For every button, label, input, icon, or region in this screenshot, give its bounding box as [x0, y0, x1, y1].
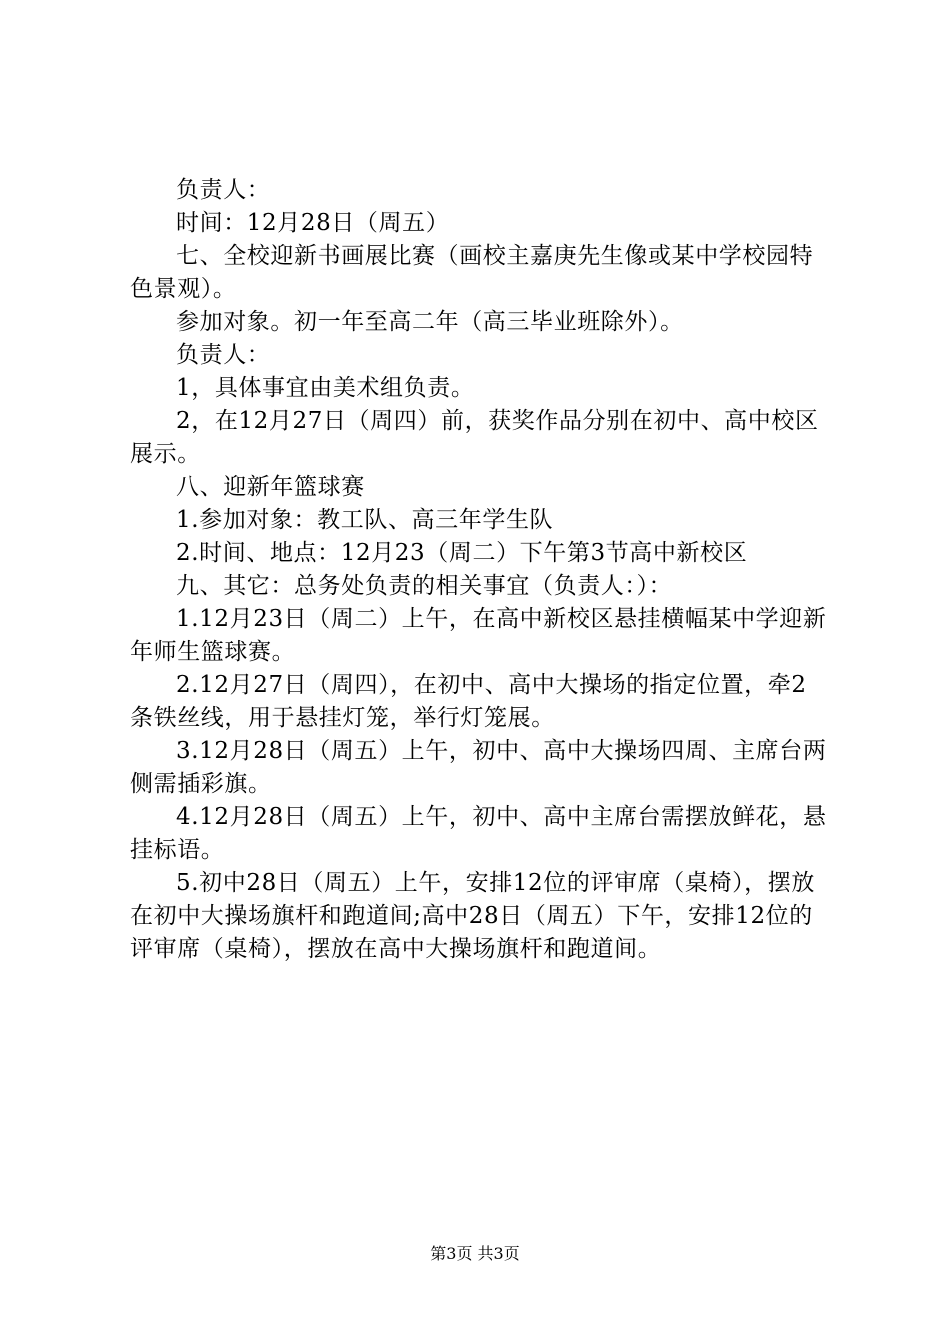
page-number-footer: 第3页 共3页: [430, 1244, 520, 1263]
paragraph-participants: 参加对象。初一年至高二年（高三毕业班除外）。: [176, 309, 684, 335]
paragraph-item-1: 1，具体事宜由美术组负责。: [176, 375, 475, 401]
paragraph-responsible-1: 负责人：: [176, 177, 271, 203]
paragraph-responsible-2: 负责人：: [176, 342, 271, 368]
paragraph-basketball-time-place: 2.时间、地点：12月23（周二）下午第3节高中新校区: [176, 540, 748, 566]
paragraph-task-5: 5.初中28日（周五）上午，安排12位的评审席（桌椅），摆放在初中大操场旗杆和跑道间;高中28日（周五）下午，安排12位的评审席（桌椅），摆放在高中大操场旗杆和跑道间。: [130, 870, 815, 962]
paragraph-task-1: 1.12月23日（周二）上午，在高中新校区悬挂横幅某中学迎新年师生篮球赛。: [130, 606, 827, 665]
paragraph-section-8: 八、迎新年篮球赛: [176, 474, 365, 500]
paragraph-basketball-participants: 1.参加对象：教工队、高三年学生队: [176, 507, 554, 533]
paragraph-task-2: 2.12月27日（周四），在初中、高中大操场的指定位置，牵2条铁丝线，用于悬挂灯笼，举行灯笼展。: [130, 672, 807, 731]
paragraph-section-9: 九、其它：总务处负责的相关事宜（负责人：）：: [176, 573, 673, 599]
paragraph-time: 时间：12月28日（周五）: [176, 210, 450, 236]
paragraph-section-7: 七、全校迎新书画展比赛（画校主嘉庚先生像或某中学校园特色景观）。: [130, 243, 814, 302]
document-body: [130, 174, 830, 966]
paragraph-item-2: 2，在12月27日（周四）前，获奖作品分别在初中、高中校区展示。: [130, 408, 819, 467]
paragraph-task-3: 3.12月28日（周五）上午，初中、高中大操场四周、主席台两侧需插彩旗。: [130, 738, 827, 797]
paragraph-task-4: 4.12月28日（周五）上午，初中、高中主席台需摆放鲜花，悬挂标语。: [130, 804, 827, 863]
